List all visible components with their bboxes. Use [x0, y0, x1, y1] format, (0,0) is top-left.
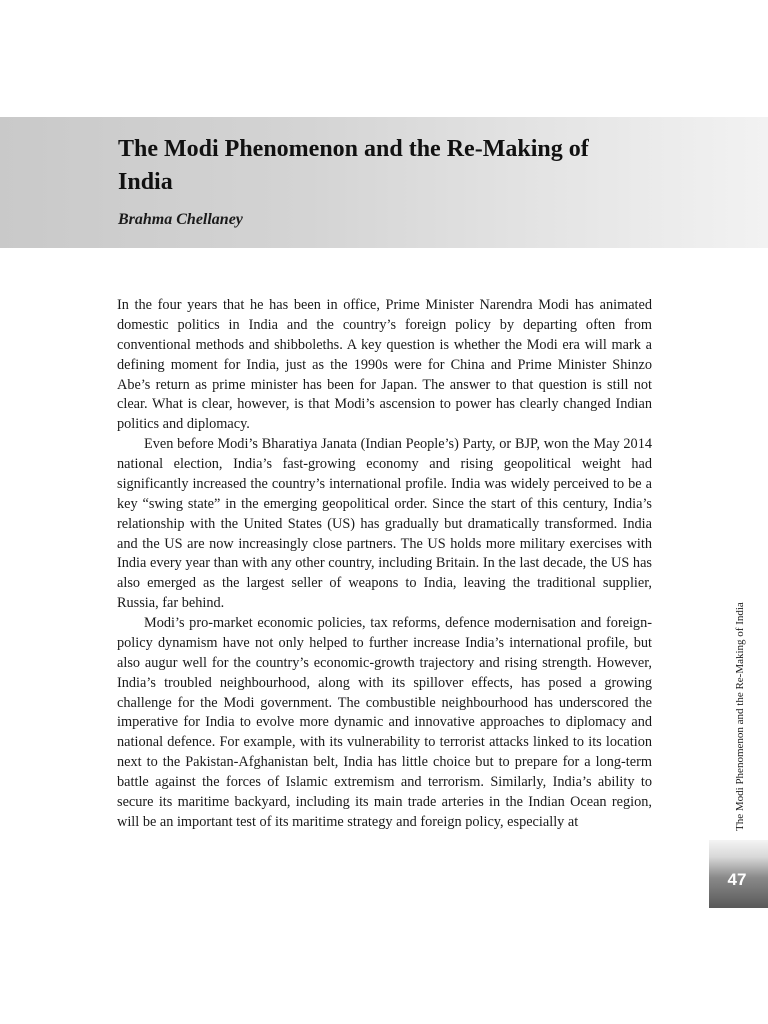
body-paragraph: Modi’s pro-market economic policies, tax reforms, defence modernisation and foreign-policy dynamism have not only helped to further increase India’s international profile, but also augur well for the country’s economic-growth trajectory and rising strength. However, India’s troubled neighbourhood, along with its spillover effects, has posed a growing challenge for the Modi government. The combustible neighbourhood has underscored the imperative for India to evolve more dynamic and innovative approaches to diplomacy and national defence. For example, with its vulnerability to terrorist attacks linked to its location next to the Pakistan-Afghanistan belt, India has little choice but to prepare for a long-term battle against the forces of Islamic extremism and terrorism. Similarly, India’s ability to secure its maritime backyard, including its main trade arteries in the Indian Ocean region, will be an important test of its maritime strategy and foreign policy, especially at: [117, 615, 652, 830]
body-paragraph: Even before Modi’s Bharatiya Janata (Indian People’s) Party, or BJP, won the May 2014 national election, India’s fast-growing economy and rising geopolitical weight had significantly increased the country’s international profile. India was widely perceived to be a key “swing state” in the emerging geopolitical order. Since the start of this century, India’s relationship with the United States (US) has gradually but dramatically transformed. India and the US are now increasingly close partners. The US holds more military exercises with India every year than with any other country, including Britain. In the last decade, the US has also emerged as the largest seller of weapons to India, leaving the traditional supplier, Russia, far behind.: [117, 436, 652, 612]
article-body: [117, 296, 652, 833]
article-title: The Modi Phenomenon and the Re-Making of India: [118, 136, 589, 195]
running-head: The Modi Phenomenon and the Re-Making of India: [734, 602, 746, 831]
article-author: Brahma Chellaney: [118, 211, 243, 228]
page-number: 47: [727, 870, 747, 889]
body-paragraph: In the four years that he has been in office, Prime Minister Narendra Modi has animated domestic politics in India and the country’s foreign policy by departing often from conventional methods and shibboleths. A key question is whether the Modi era will mark a defining moment for India, just as the 1990s were for China and Prime Minister Shinzo Abe’s return as prime minister has been for Japan. The answer to that question is still not clear. What is clear, however, is that Modi’s ascension to power has clearly changed Indian politics and diplomacy.: [117, 297, 652, 433]
